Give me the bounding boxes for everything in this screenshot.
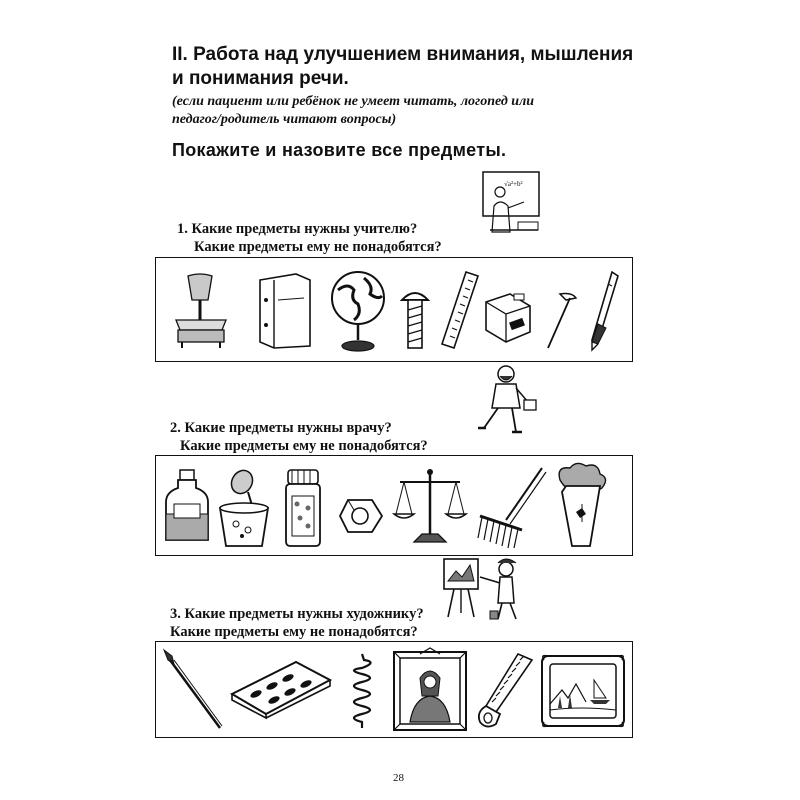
instruction: Покажите и назовите все предметы. bbox=[172, 140, 507, 160]
pen-icon bbox=[586, 268, 622, 354]
pin-icon bbox=[542, 288, 582, 352]
pill-jar-icon bbox=[280, 468, 328, 548]
nut-icon bbox=[338, 496, 384, 536]
cotton-roll-icon bbox=[552, 462, 612, 550]
section-title-line2: и понимания речи. bbox=[172, 68, 349, 89]
scales-icon bbox=[168, 270, 234, 350]
bucket-spade-icon bbox=[214, 468, 274, 548]
teacher-at-blackboard-icon bbox=[480, 170, 542, 238]
note-line1: (если пациент или ребёнок не умеет читать, логопед или bbox=[172, 94, 535, 109]
balance-scales-icon bbox=[394, 466, 466, 546]
task2-question2: Какие предметы ему не понадобятся? bbox=[180, 438, 428, 454]
framed-landscape-icon bbox=[540, 650, 626, 730]
svg-text:√a²+b²: √a²+b² bbox=[504, 180, 523, 188]
doctor-icon bbox=[472, 362, 542, 436]
chalk-box-icon bbox=[480, 288, 536, 344]
rake-icon bbox=[476, 464, 550, 548]
task2-items-box bbox=[155, 455, 633, 556]
spring-icon bbox=[342, 652, 382, 730]
painter-at-easel-icon bbox=[440, 555, 530, 621]
notebook-icon bbox=[254, 270, 314, 350]
ruler-icon bbox=[440, 270, 480, 350]
task3-items-box bbox=[155, 641, 633, 738]
saw-icon bbox=[474, 650, 536, 730]
section-title-line1: II. Работа над улучшением внимания, мышления bbox=[172, 44, 634, 65]
task1-items-box bbox=[155, 257, 633, 362]
task1-question1: 1. Какие предметы нужны учителю? bbox=[177, 221, 418, 237]
paintbrush-icon bbox=[160, 646, 226, 732]
task2-question1: 2. Какие предметы нужны врачу? bbox=[170, 420, 392, 436]
task1-question2: Какие предметы ему не понадобятся? bbox=[194, 239, 442, 255]
task3-question1: 3. Какие предметы нужны художнику? bbox=[170, 606, 424, 622]
bolt-icon bbox=[398, 284, 432, 350]
medicine-bottle-icon bbox=[162, 468, 214, 546]
globe-icon bbox=[324, 264, 392, 354]
note-line2: педагог/родитель читают вопросы) bbox=[172, 112, 397, 127]
task3-question2: Какие предметы ему не понадобятся? bbox=[170, 624, 418, 640]
framed-portrait-icon bbox=[392, 648, 468, 732]
paint-palette-icon bbox=[226, 658, 334, 718]
page-number: 28 bbox=[393, 772, 404, 784]
